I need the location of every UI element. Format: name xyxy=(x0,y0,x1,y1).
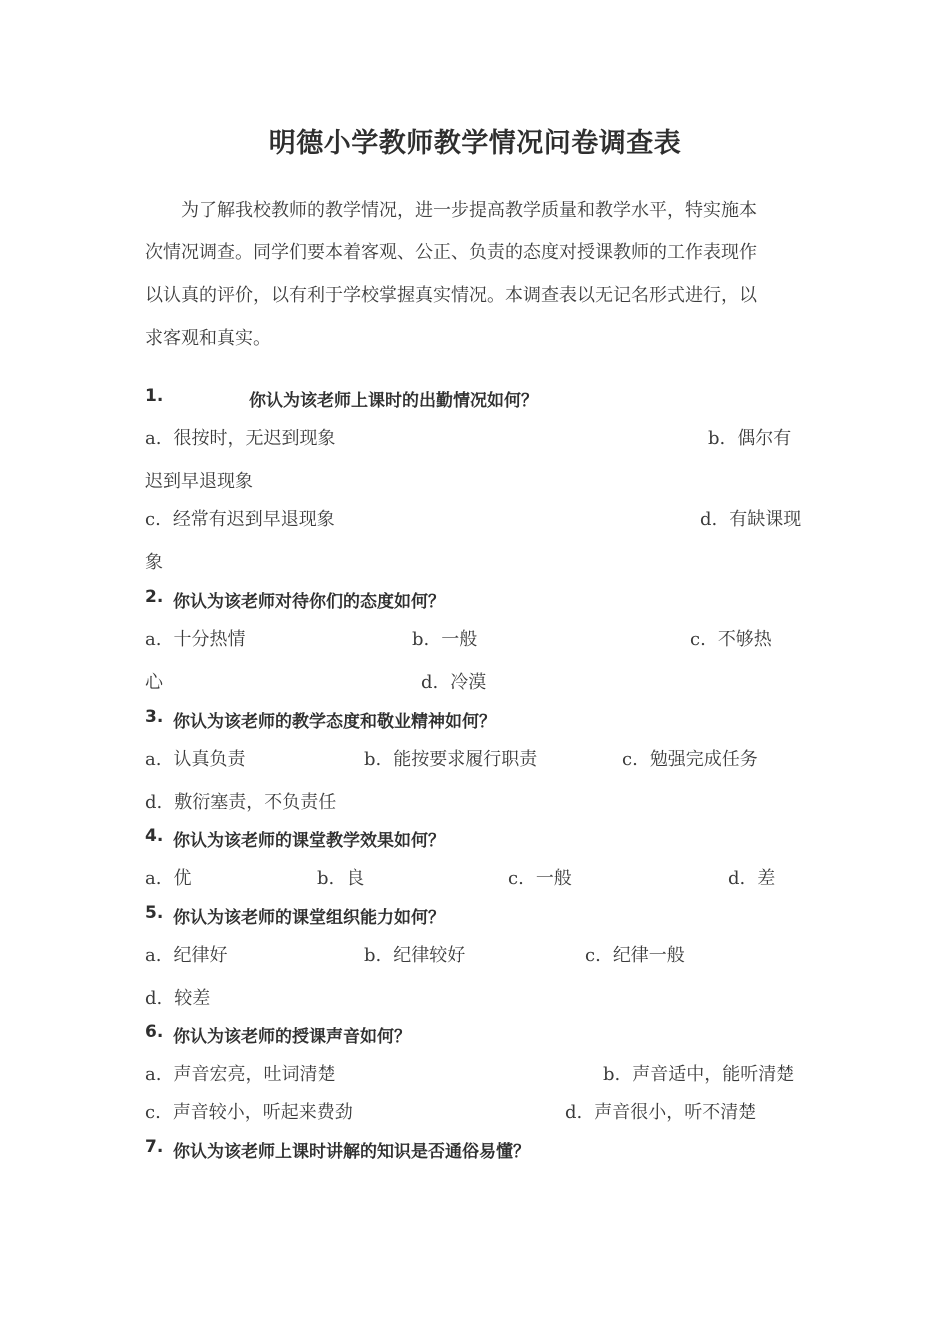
option-label: c. xyxy=(145,1102,161,1123)
question-1-number: 1. xyxy=(145,386,164,406)
option-label: a. xyxy=(145,749,162,770)
option-label: a. xyxy=(145,945,162,966)
option-label: c. xyxy=(690,629,706,650)
question-5-option-a[interactable] xyxy=(145,941,227,967)
question-1-option-b[interactable] xyxy=(708,424,791,450)
question-6-option-d[interactable] xyxy=(565,1098,756,1124)
intro-line-2: 次情况调查。同学们要本着客观、公正、负责的态度对授课教师的工作表现作 xyxy=(145,242,757,263)
option-label: d. xyxy=(728,868,746,889)
question-3-text: 你认为该老师的教学态度和敬业精神如何？ xyxy=(173,712,496,732)
option-label: c. xyxy=(145,509,161,530)
option-text: 勉强完成任务 xyxy=(649,749,758,770)
question-2-option-a[interactable] xyxy=(145,625,245,651)
intro-line-3: 以认真的评价，以有利于学校掌握真实情况。本调查表以无记名形式进行，以 xyxy=(145,285,757,306)
option-text: 一般 xyxy=(535,868,572,889)
option-text: 声音适中，能听清楚 xyxy=(632,1064,795,1085)
option-text: 纪律较好 xyxy=(393,945,466,966)
option-label: b. xyxy=(364,945,382,966)
question-1-option-b-continuation: 迟到早退现象 xyxy=(145,471,253,492)
question-1-option-d-continuation: 象 xyxy=(145,552,163,573)
option-label: c. xyxy=(585,945,601,966)
option-text: 有缺课现 xyxy=(729,509,802,530)
question-7-text: 你认为该老师上课时讲解的知识是否通俗易懂？ xyxy=(173,1142,530,1162)
question-5-option-b[interactable] xyxy=(364,941,465,967)
option-label: d. xyxy=(145,792,163,813)
option-text: 纪律一般 xyxy=(612,945,685,966)
question-5-text: 你认为该老师的课堂组织能力如何？ xyxy=(173,908,445,928)
option-text: 声音很小，听不清楚 xyxy=(594,1102,757,1123)
intro-line-4: 求客观和真实。 xyxy=(145,328,271,349)
question-1-option-c[interactable] xyxy=(145,505,335,531)
question-2-number: 2. xyxy=(145,587,164,607)
option-label: c. xyxy=(622,749,638,770)
question-2-option-c[interactable] xyxy=(690,625,772,651)
question-3-option-b[interactable] xyxy=(364,745,537,771)
option-label: b. xyxy=(364,749,382,770)
intro-line-1: 为了解我校教师的教学情况，进一步提高教学质量和教学水平，特实施本 xyxy=(181,200,757,221)
question-4-option-c[interactable] xyxy=(508,864,572,890)
option-text: 很按时，无迟到现象 xyxy=(173,428,336,449)
question-7-number: 7. xyxy=(145,1137,164,1157)
option-text: 经常有迟到早退现象 xyxy=(172,509,335,530)
page-title: 明德小学教师教学情况问卷调查表 xyxy=(268,128,682,159)
option-label: d. xyxy=(145,988,163,1009)
question-6-option-c[interactable] xyxy=(145,1098,353,1124)
question-1-option-a[interactable] xyxy=(145,424,335,450)
question-2-option-c-continuation: 心 xyxy=(145,672,163,693)
option-text: 不够热 xyxy=(717,629,772,650)
option-text: 冷漠 xyxy=(450,672,487,693)
question-6-text: 你认为该老师的授课声音如何？ xyxy=(173,1027,411,1047)
question-4-text: 你认为该老师的课堂教学效果如何？ xyxy=(173,831,445,851)
option-label: c. xyxy=(508,868,524,889)
question-3-option-d[interactable] xyxy=(145,788,336,814)
option-label: b. xyxy=(708,428,726,449)
option-label: d. xyxy=(565,1102,583,1123)
option-text: 认真负责 xyxy=(173,749,246,770)
option-label: b. xyxy=(603,1064,621,1085)
option-text: 良 xyxy=(346,868,365,889)
question-2-option-b[interactable] xyxy=(412,625,477,651)
option-text: 十分热情 xyxy=(173,629,246,650)
option-label: a. xyxy=(145,428,162,449)
option-text: 差 xyxy=(757,868,776,889)
question-5-option-c[interactable] xyxy=(585,941,685,967)
question-5-option-d[interactable] xyxy=(145,984,210,1010)
question-3-option-a[interactable] xyxy=(145,745,245,771)
option-text: 一般 xyxy=(441,629,478,650)
option-label: d. xyxy=(700,509,718,530)
question-5-number: 5. xyxy=(145,903,164,923)
option-label: a. xyxy=(145,629,162,650)
question-6-option-a[interactable] xyxy=(145,1060,335,1086)
option-text: 优 xyxy=(173,868,192,889)
option-label: b. xyxy=(317,868,335,889)
option-label: a. xyxy=(145,1064,162,1085)
option-label: a. xyxy=(145,868,162,889)
question-6-option-b[interactable] xyxy=(603,1060,794,1086)
question-3-option-c[interactable] xyxy=(622,745,758,771)
option-text: 较差 xyxy=(174,988,211,1009)
question-2-option-d[interactable] xyxy=(421,668,486,694)
question-2-text: 你认为该老师对待你们的态度如何？ xyxy=(173,592,445,612)
question-1-option-d[interactable] xyxy=(700,505,801,531)
option-label: b. xyxy=(412,629,430,650)
option-label: d. xyxy=(421,672,439,693)
option-text: 敷衍塞责，不负责任 xyxy=(174,792,337,813)
option-text: 偶尔有 xyxy=(737,428,792,449)
question-3-number: 3. xyxy=(145,707,164,727)
question-4-option-d[interactable] xyxy=(728,864,775,890)
question-4-number: 4. xyxy=(145,826,164,846)
question-6-number: 6. xyxy=(145,1022,164,1042)
option-text: 声音较小，听起来费劲 xyxy=(172,1102,353,1123)
option-text: 能按要求履行职责 xyxy=(393,749,538,770)
question-4-option-b[interactable] xyxy=(317,864,364,890)
question-4-option-a[interactable] xyxy=(145,864,191,890)
option-text: 声音宏亮，吐词清楚 xyxy=(173,1064,336,1085)
question-1-text: 你认为该老师上课时的出勤情况如何？ xyxy=(249,391,538,411)
option-text: 纪律好 xyxy=(173,945,228,966)
